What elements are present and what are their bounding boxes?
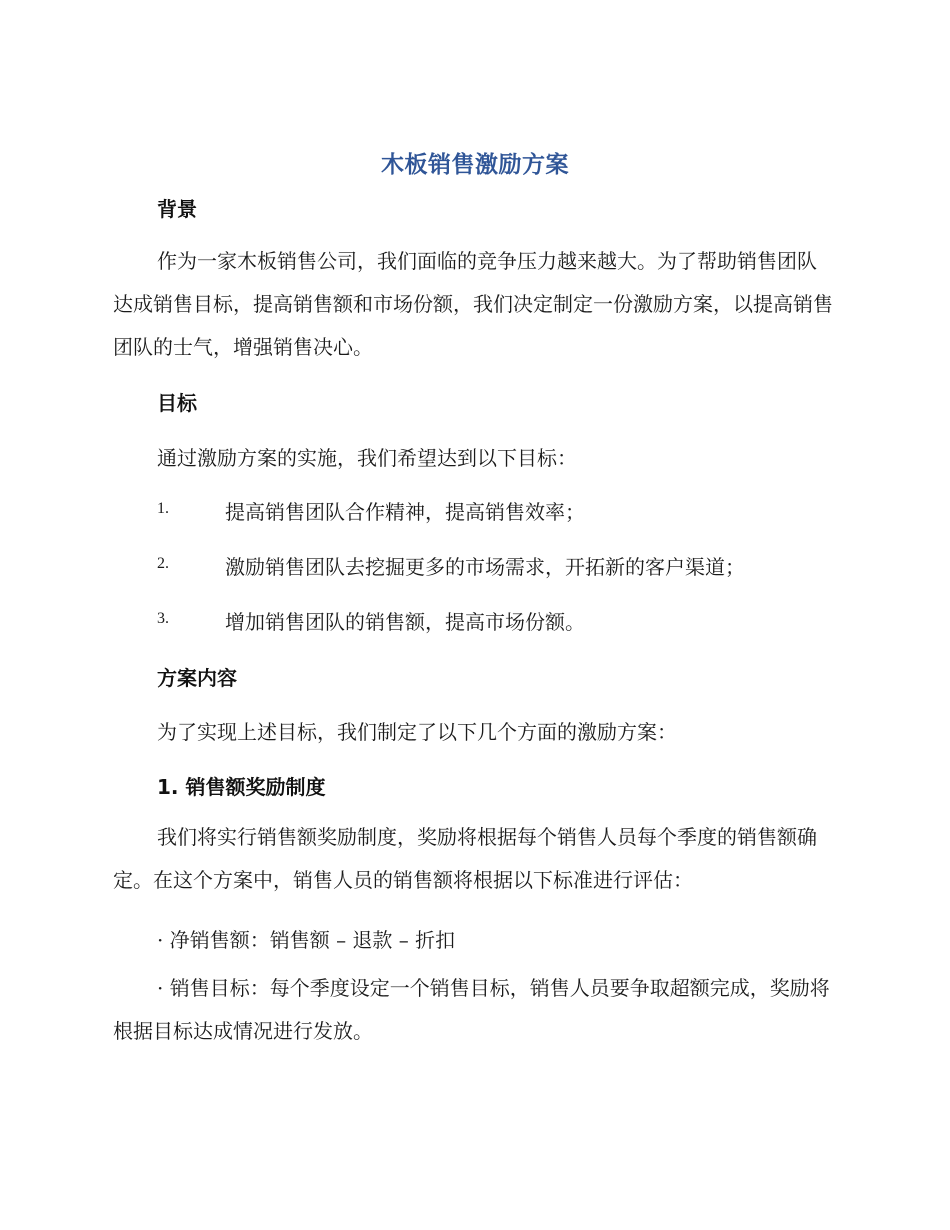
section-heading-plan: 方案内容: [157, 666, 237, 690]
list-number: 1.: [157, 500, 169, 517]
bullet-sales-target: · 销售目标：每个季度设定一个销售目标，销售人员要争取超额完成，奖励将根据目标达成情况进行发放。: [113, 976, 830, 1043]
section-heading-background: 背景: [157, 197, 197, 221]
background-paragraph: 作为一家木板销售公司，我们面临的竞争压力越来越大。为了帮助销售团队达成销售目标，提高销售额和市场份额，我们决定制定一份激励方案，以提高销售团队的士气，增强销售决心。: [113, 249, 833, 359]
list-number: 3.: [157, 610, 169, 627]
plan-intro: 为了实现上述目标，我们制定了以下几个方面的激励方案：: [157, 720, 677, 744]
goals-intro: 通过激励方案的实施，我们希望达到以下目标：: [157, 446, 577, 470]
section-heading-goals: 目标: [157, 391, 197, 415]
list-text: 提高销售团队合作精神，提高销售效率；: [225, 500, 585, 524]
list-number: 2.: [157, 555, 169, 572]
list-text: 激励销售团队去挖掘更多的市场需求，开拓新的客户渠道；: [225, 555, 745, 579]
document-title: 木板销售激励方案: [381, 152, 569, 178]
goal-list-item: [157, 606, 837, 636]
sales-reward-paragraph: 我们将实行销售额奖励制度，奖励将根据每个销售人员每个季度的销售额确定。在这个方案中，销售人员的销售额将根据以下标准进行评估：: [113, 825, 817, 892]
goal-list-item: [157, 496, 837, 526]
subsection-heading-sales-reward: 1. 销售额奖励制度: [157, 775, 326, 799]
list-text: 增加销售团队的销售额，提高市场份额。: [225, 610, 585, 634]
bullet-net-sales: · 净销售额：销售额 – 退款 – 折扣: [157, 928, 456, 952]
goal-list-item: [157, 551, 837, 581]
